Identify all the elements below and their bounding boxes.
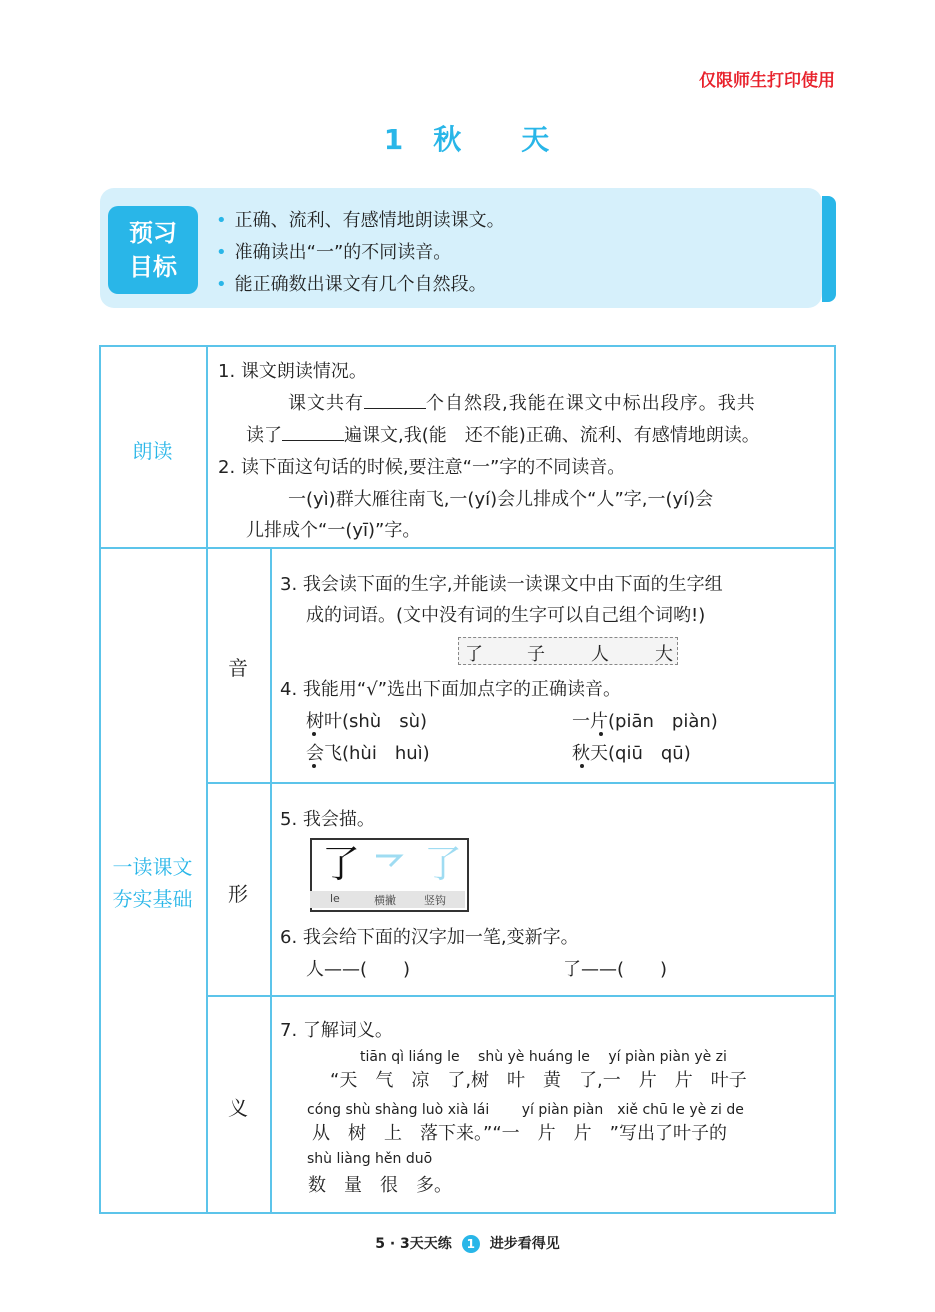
pronunciation-choice[interactable]: 一片(piān piàn) <box>572 711 718 732</box>
new-char: 了 <box>465 644 483 665</box>
goals-label-line2: 目标 <box>129 253 177 281</box>
question-1-title: 1. 课文朗读情况。 <box>218 361 367 382</box>
passage-line: 数 量 很 多。 <box>308 1175 452 1196</box>
question-2-title: 2. 读下面这句话的时候,要注意“一”字的不同读音。 <box>218 457 626 478</box>
bullet-icon: • <box>216 242 227 263</box>
goals-panel-tab <box>822 196 836 302</box>
sound-label: 音 <box>228 656 248 680</box>
title-char-2: 天 <box>521 123 552 156</box>
stroke-name: 横撇 <box>374 894 396 907</box>
paragraph-count-blank[interactable] <box>364 392 426 409</box>
basic-section-label: 一读课文 夯实基础 <box>112 855 193 911</box>
reading-section-label: 朗读 <box>132 439 173 463</box>
question-6-title: 6. 我会给下面的汉字加一笔,变新字。 <box>280 927 579 948</box>
question-4-title: 4. 我能用“√”选出下面加点字的正确读音。 <box>280 679 622 700</box>
goal-item: • 正确、流利、有感情地朗读课文。 <box>216 210 505 231</box>
question-2-line1: 一(yì)群大雁往南飞,一(yí)会儿排成个“人”字,一(yí)会 <box>288 489 714 510</box>
page-number-badge: 1 <box>462 1235 480 1253</box>
pronunciation-choice[interactable]: 会飞(hùi huì) <box>306 743 430 764</box>
lesson-title <box>0 118 935 158</box>
goal-item: • 能正确数出课文有几个自然段。 <box>216 274 487 295</box>
question-3-line2: 成的词语。(文中没有词的生字可以自己组个词哟!) <box>306 605 706 626</box>
passage-line: “天 气 凉 了,树 叶 黄 了,一 片 片 叶子 <box>330 1070 747 1091</box>
pronunciation-choice[interactable]: 树叶(shù sù) <box>306 711 428 732</box>
emphasis-dot <box>599 732 603 736</box>
tracing-labels <box>310 891 465 908</box>
passage-line: 从 树 上 落下来。”“一 片 片 ”写出了叶子的 <box>312 1123 727 1144</box>
footer-series: 5 · 3天天练 <box>375 1236 452 1252</box>
question-1-line1: 课文共有 个自然段,我能在课文中标出段序。我共 <box>288 393 756 414</box>
question-7-title: 7. 了解词义。 <box>280 1020 393 1041</box>
bullet-icon: • <box>216 274 227 295</box>
table-border-right <box>834 345 836 1214</box>
add-stroke-item[interactable]: 了——( ) <box>563 959 668 980</box>
meaning-label: 义 <box>228 1096 248 1120</box>
pinyin-line: tiān qì liáng le shù yè huáng le yí piàn piàn yè zi <box>360 1049 727 1065</box>
question-5-title: 5. 我会描。 <box>280 809 375 830</box>
footer-slogan: 进步看得见 <box>489 1236 560 1252</box>
print-watermark: 仅限师生打印使用 <box>699 71 835 91</box>
trace-char-outline: 了 <box>424 842 463 886</box>
goals-label <box>108 206 198 294</box>
page-footer <box>0 1233 935 1253</box>
emphasis-dot <box>312 732 316 736</box>
question-2-line2: 儿排成个“一(yī)”字。 <box>246 520 421 541</box>
trace-pinyin: le <box>330 892 340 905</box>
shape-label: 形 <box>228 882 248 906</box>
emphasis-dot <box>580 764 584 768</box>
lesson-number: 1 <box>383 123 406 156</box>
bullet-icon: • <box>216 210 227 231</box>
add-stroke-item[interactable]: 人——( ) <box>306 959 411 980</box>
emphasis-dot <box>312 764 316 768</box>
question-3-line1: 3. 我会读下面的生字,并能读一读课文中由下面的生字组 <box>280 574 723 595</box>
table-border-bottom <box>99 1212 836 1214</box>
stroke-name: 竖钩 <box>424 894 446 907</box>
table-subcol-divider <box>270 547 272 1214</box>
table-row-divider <box>99 547 836 549</box>
new-char: 人 <box>591 644 609 665</box>
new-chars-box <box>458 637 678 665</box>
new-char: 子 <box>527 644 545 665</box>
pinyin-line: cóng shù shàng luò xià lái yí piàn piàn xiě chū le yè zi de <box>307 1102 744 1118</box>
trace-char-solid: 了 <box>322 842 361 886</box>
table-subrow-divider <box>206 995 836 997</box>
goal-item: • 准确读出“一”的不同读音。 <box>216 242 452 263</box>
stroke-hengpie-icon <box>372 848 408 884</box>
title-char-1: 秋 <box>433 123 464 156</box>
read-times-blank[interactable] <box>282 424 344 441</box>
pronunciation-choice[interactable]: 秋天(qiū qū) <box>572 743 691 764</box>
table-border-left <box>99 345 101 1214</box>
table-col-divider <box>206 345 208 1214</box>
new-char: 大 <box>655 644 673 665</box>
table-border-top <box>99 345 836 347</box>
table-subrow-divider <box>206 782 836 784</box>
goals-label-line1: 预习 <box>129 219 177 247</box>
question-1-line2: 读了 遍课文,我(能 还不能)正确、流利、有感情地朗读。 <box>246 425 760 446</box>
pinyin-line: shù liàng hěn duō <box>307 1151 433 1167</box>
